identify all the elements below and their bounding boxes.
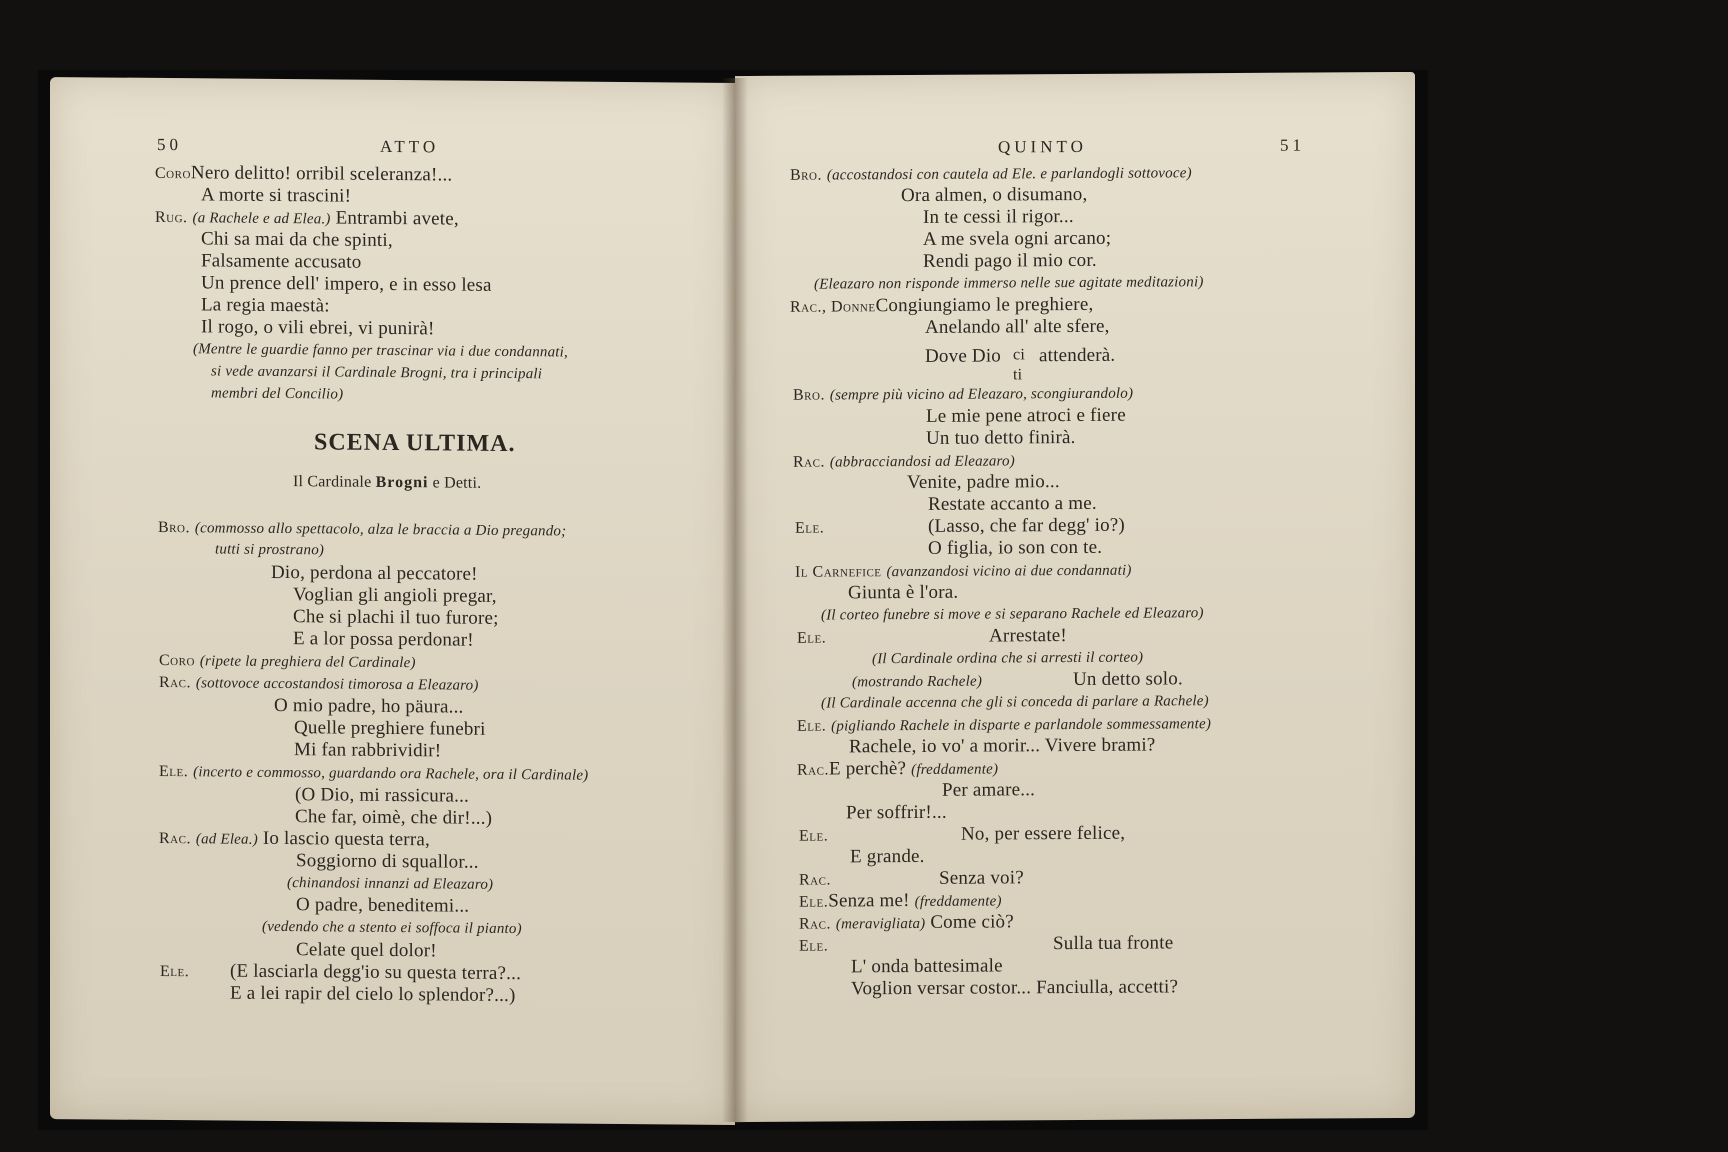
text-line: La regia maestà:: [201, 294, 330, 317]
text-line: Per soffrir!...: [846, 801, 947, 824]
text-line: Mi fan rabbrividir!: [294, 739, 442, 762]
left-page: [50, 77, 735, 1125]
scene-title: SCENA ULTIMA.: [314, 429, 516, 458]
page-number: 51: [1280, 135, 1305, 155]
text-line: (O Dio, mi rassicura...: [295, 784, 469, 807]
text-line: E grande.: [850, 845, 925, 868]
text-line: Rac. (sottovoce accostandosi timorosa a Eleazaro): [159, 673, 479, 694]
text-line: Che si plachi il tuo furore;: [293, 606, 499, 629]
text-line: Venite, padre mio...: [907, 471, 1060, 494]
text-line: Soggiorno di squallor...: [296, 850, 479, 873]
text-line: Bro. (accostandosi con cautela ad Ele. e parlandogli sottovoce): [790, 165, 1192, 184]
running-head: ATTO: [380, 136, 440, 157]
running-head: QUINTO: [998, 136, 1087, 157]
text-line: Rac. Senza voi?: [799, 867, 1024, 889]
text-line: Bro. (commosso allo spettacolo, alza le braccia a Dio pregando;: [158, 518, 567, 540]
text-line: In te cessi il rigor...: [923, 206, 1074, 228]
text-line: Ele.Senza me! (freddamente): [799, 890, 1002, 912]
text-line: O figlia, io son con te.: [928, 536, 1103, 559]
text-line: Ele. (Lasso, che far degg' io?): [795, 514, 1125, 537]
text-line: Giunta è l'ora.: [848, 581, 959, 604]
stage-direction: (Il Cardinale ordina che si arresti il corteo): [872, 649, 1144, 668]
text-line: O mio padre, ho päura...: [274, 694, 464, 718]
text-line: Dio, perdona al peccatore!: [271, 561, 478, 585]
stage-direction: (chinandosi innanzi ad Eleazaro): [287, 875, 494, 893]
text-line: Ele. (pigliando Rachele in disparte e parlandole sommessamente): [797, 716, 1212, 735]
text-line: A morte si trascini!: [201, 184, 352, 207]
text-line: Rac., DonneCongiungiamo le preghiere,: [790, 293, 1094, 317]
stage-direction: (Il Cardinale accenna che gli si conceda di parlare a Rachele): [821, 693, 1209, 712]
text-line: Rug. (a Rachele e ad Elea.) Entrambi avete,: [155, 207, 459, 230]
text-line: Il rogo, o vili ebrei, vi punirà!: [201, 316, 435, 340]
text-line: Per amare...: [942, 779, 1036, 801]
text-line: Rac. (ad Elea.) Io lascio questa terra,: [159, 827, 430, 851]
right-page: [735, 72, 1415, 1122]
text-line: Chi sa mai da che spinti,: [201, 228, 393, 252]
text-line: Dove Dio ci ti attenderà.: [925, 344, 1116, 384]
text-line: Bro. (sempre più vicino ad Eleazaro, scongiurandolo): [793, 385, 1134, 404]
text-line: A me svela ogni arcano;: [923, 227, 1112, 250]
text-line: Un tuo detto finirà.: [926, 426, 1076, 449]
text-line: (mostrando Rachele) Un detto solo.: [852, 668, 1183, 691]
text-line: Rac. (meravigliata) Come ciò?: [799, 911, 1014, 933]
text-line: Voglian gli angioli pregar,: [293, 584, 497, 607]
text-line: Ele. (incerto e commosso, guardando ora Rachele, ora il Cardinale): [159, 762, 589, 784]
text-line: Anelando all' alte sfere,: [925, 315, 1110, 338]
page-number: 50: [157, 134, 182, 155]
scene-cast: Il Cardinale Brogni e Detti.: [293, 473, 482, 492]
text-line: Celate quel dolor!: [296, 939, 437, 962]
text-line: Restate accanto a me.: [928, 492, 1097, 515]
text-line: Il Carnefice (avanzandosi vicino ai due condannati): [795, 562, 1132, 581]
text-line: Ele. No, per essere felice,: [799, 822, 1126, 845]
stage-direction: (Eleazaro non risponde immerso nelle sue agitate meditazioni): [814, 274, 1204, 293]
stage-direction: (vedendo che a stento ei soffoca il pianto): [262, 918, 522, 938]
text-line: Falsamente accusato: [201, 250, 362, 273]
book-gutter: [722, 78, 748, 1122]
stage-direction: membri del Concilio): [211, 385, 344, 403]
text-line: E a lei rapir del cielo lo splendor?...): [230, 982, 516, 1007]
text-line: Ele. Arrestate!: [797, 625, 1067, 647]
stage-direction: si vede avanzarsi il Cardinale Brogni, tra i principali: [211, 363, 543, 383]
stage-direction: tutti si prostrano): [215, 541, 325, 559]
text-line: L' onda battesimale: [851, 955, 1003, 978]
stage-direction: (Mentre le guardie fanno per trascinar via i due condannati,: [193, 341, 568, 361]
text-line: Quelle preghiere funebri: [294, 717, 486, 740]
text-line: Un prence dell' impero, e in esso lesa: [201, 272, 492, 296]
text-line: Ora almen, o disumano,: [901, 183, 1088, 207]
text-line: Ele. (E lasciarla degg'io su questa terra?...: [160, 960, 522, 985]
text-line: Le mie pene atroci e fiere: [926, 404, 1126, 427]
text-line: Rac. (abbracciandosi ad Eleazaro): [793, 453, 1015, 471]
text-line: E a lor possa perdonar!: [293, 628, 474, 651]
text-line: Voglion versar costor... Fanciulla, accetti?: [851, 976, 1179, 1000]
text-line: Rachele, io vo' a morir... Vivere brami?: [849, 734, 1156, 758]
text-line: O padre, beneditemi...: [296, 894, 470, 917]
stage-direction: (Il corteo funebre si move e si separano Rachele ed Eleazaro): [821, 605, 1204, 624]
text-line: Coro (ripete la preghiera del Cardinale): [159, 651, 416, 672]
text-line: Ele. Sulla tua fronte: [799, 932, 1174, 955]
text-line: Rendi pago il mio cor.: [923, 249, 1097, 272]
text-line: Rac.E perchè? (freddamente): [797, 758, 999, 780]
text-line: CoroNero delitto! orribil sceleranza!...: [155, 162, 453, 186]
text-line: Che far, oimè, che dir!...): [295, 806, 493, 829]
